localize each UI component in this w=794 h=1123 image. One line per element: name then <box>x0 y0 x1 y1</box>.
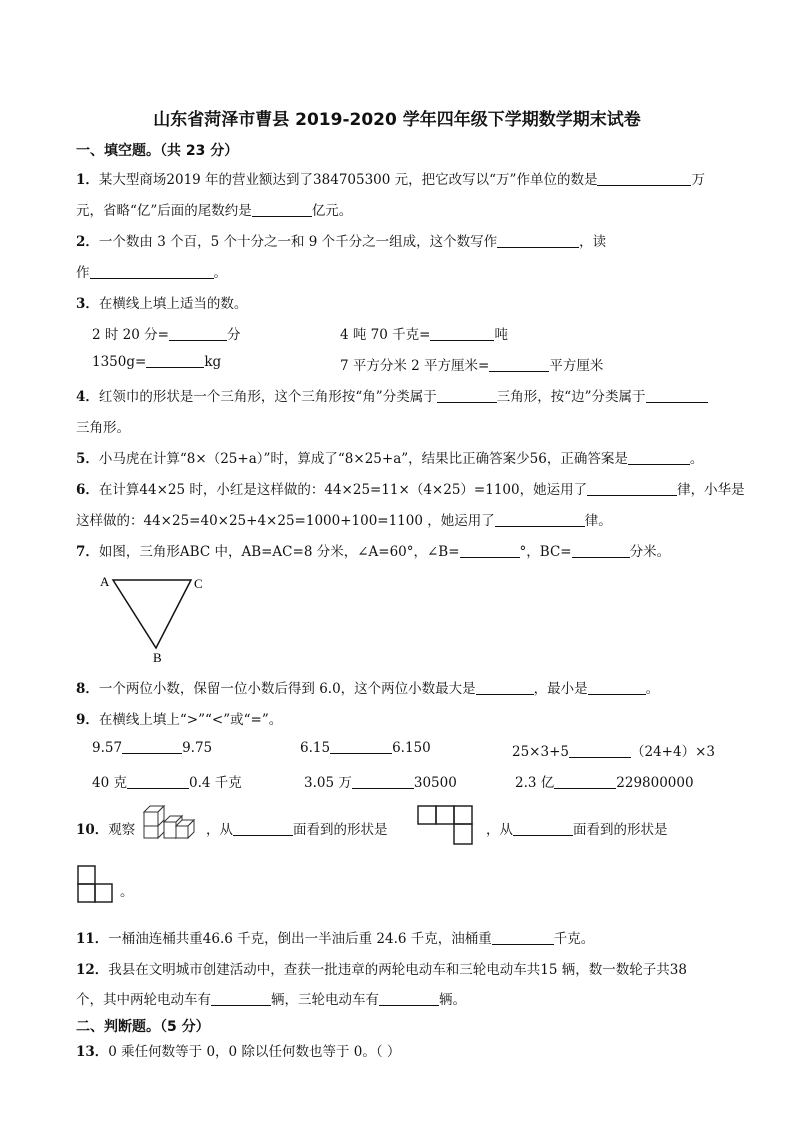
question-text: 我县在文明城市创建活动中，查获一批违章的两轮电动车和三轮电动车共15 辆，数一数轮子共38 <box>108 962 687 978</box>
answer-blank[interactable] <box>588 681 646 695</box>
view-shape-2 <box>76 864 116 906</box>
question-text: 在计算44×25 时，小红是这样做的：44×25=11×（4×25）=1100，她运用了 <box>98 482 588 498</box>
question-text: 6.15 <box>300 740 331 756</box>
view-shape-1 <box>416 804 478 848</box>
answer-blank[interactable] <box>430 327 494 341</box>
section-heading-fill-blank: 一、填空题。（共 23 分） <box>76 143 239 159</box>
question-text: 4 吨 70 千克= <box>340 327 431 343</box>
answer-blank[interactable] <box>489 358 549 372</box>
q9-row2-col2 <box>304 771 457 791</box>
q9-row2-col1 <box>92 771 242 791</box>
question-text: 三角形。 <box>76 420 130 436</box>
question-10-start <box>76 818 135 838</box>
question-number: 5． <box>76 451 99 467</box>
answer-blank[interactable] <box>476 681 534 695</box>
question-text: ，从 <box>486 822 513 838</box>
q9-row2-col3 <box>515 771 694 791</box>
question-text: 在横线上填上适当的数。 <box>98 296 248 312</box>
question-text: 小马虎在计算“8×（25+a）”时，算成了“8×25+a”，结果比正确答案少56，正确答案是 <box>98 451 628 467</box>
question-text: 某大型商场2019 年的营业额达到了384705300 元，把它改写以“万”作单位的数是 <box>98 172 598 188</box>
q9-row1-col1 <box>92 740 212 756</box>
question-text: 0.4 千克 <box>188 775 242 791</box>
question-text: 0 乘任何数等于 0，0 除以任何数也等于 0。（ ） <box>108 1044 401 1060</box>
question-10-mid <box>206 818 388 838</box>
question-text: 分米。 <box>629 544 671 560</box>
answer-blank[interactable] <box>492 931 554 945</box>
q3-row2-col1 <box>92 354 221 370</box>
question-11 <box>76 927 594 947</box>
answer-blank[interactable] <box>233 822 293 836</box>
q9-row1-col3 <box>512 740 715 760</box>
question-number: 10． <box>76 822 109 838</box>
cube-stack-figure <box>142 802 198 842</box>
question-text: 。 <box>645 681 660 697</box>
question-4-line1 <box>76 385 708 405</box>
question-text: 三角形，按“边”分类属于 <box>496 389 646 405</box>
question-number: 6． <box>76 482 99 498</box>
question-number: 7． <box>76 544 99 560</box>
answer-blank[interactable] <box>513 822 573 836</box>
question-12-line2 <box>76 988 466 1008</box>
question-5 <box>76 447 703 467</box>
q3-row2-col2 <box>340 354 603 374</box>
page-title: 山东省菏泽市曹县 2019-2020 学年四年级下学期数学期末试卷 <box>153 110 641 130</box>
answer-blank[interactable] <box>495 513 585 527</box>
question-3 <box>76 292 247 312</box>
question-12-line1 <box>76 958 687 978</box>
answer-blank[interactable] <box>628 451 690 465</box>
answer-blank[interactable] <box>90 265 214 279</box>
question-text: 作 <box>76 265 90 281</box>
question-text: 2 时 20 分= <box>92 327 169 343</box>
q9-row1-col2 <box>300 740 431 756</box>
question-text: 个，其中两轮电动车有 <box>76 992 211 1008</box>
answer-blank[interactable] <box>211 992 271 1006</box>
answer-blank[interactable] <box>569 744 631 758</box>
answer-blank[interactable] <box>127 775 189 789</box>
question-text: 律，小华是 <box>677 482 745 498</box>
question-13 <box>76 1040 400 1060</box>
question-text: 辆，三轮电动车有 <box>271 992 379 1008</box>
answer-blank[interactable] <box>460 544 520 558</box>
triangle-abc <box>113 580 191 648</box>
answer-blank[interactable] <box>554 775 616 789</box>
question-text: 7 平方分米 2 平方厘米= <box>340 358 490 374</box>
vertex-label-b: B <box>153 650 162 665</box>
answer-blank[interactable] <box>597 172 691 186</box>
question-2-line2 <box>76 261 227 281</box>
question-text: 一桶油连桶共重46.6 千克，倒出一半油后重 24.6 千克，油桶重 <box>108 931 492 947</box>
q3-row1-col2 <box>340 323 508 343</box>
question-1-line1 <box>76 168 705 188</box>
question-text: 分 <box>226 327 241 343</box>
vertex-label-a: A <box>100 574 110 589</box>
question-text: ，读 <box>579 234 607 250</box>
question-number: 11． <box>76 931 109 947</box>
triangle-figure <box>96 570 216 666</box>
answer-blank[interactable] <box>146 354 204 368</box>
question-text: 30500 <box>413 775 457 791</box>
question-number: 4． <box>76 389 99 405</box>
answer-blank[interactable] <box>587 482 677 496</box>
question-text: 。 <box>689 451 704 467</box>
question-text: （24+4）×3 <box>630 744 715 760</box>
question-7 <box>76 540 670 560</box>
q3-row1-col1 <box>92 323 240 343</box>
question-text: ，从 <box>206 822 233 838</box>
question-text: 辆。 <box>439 992 466 1008</box>
question-10-period: 。 <box>120 884 134 900</box>
question-text: 这样做的：44×25=40×25+4×25=1000+100=1100 ，她运用了 <box>76 513 495 529</box>
question-number: 12． <box>76 962 109 978</box>
answer-blank[interactable] <box>437 389 497 403</box>
question-text: 面看到的形状是 <box>573 822 668 838</box>
question-number: 9． <box>76 712 99 728</box>
question-number: 1． <box>76 172 99 188</box>
question-text: 千克。 <box>553 931 595 947</box>
answer-blank[interactable] <box>572 544 630 558</box>
question-text: 红领巾的形状是一个三角形，这个三角形按“角”分类属于 <box>98 389 437 405</box>
question-text: 9.57 <box>92 740 123 756</box>
question-text: 229800000 <box>616 775 694 791</box>
answer-blank[interactable] <box>497 234 579 248</box>
question-text: 在横线上填上“>”“<”或“=”。 <box>98 712 283 728</box>
question-number: 8． <box>76 681 99 697</box>
question-6-line1 <box>76 478 745 498</box>
question-10-end <box>486 818 668 838</box>
question-text: 观察 <box>108 822 136 838</box>
question-number: 2． <box>76 234 99 250</box>
question-6-line2 <box>76 509 612 529</box>
question-9 <box>76 708 282 728</box>
question-2-line1 <box>76 230 606 250</box>
question-text: 9.75 <box>182 740 213 756</box>
question-text: 如图，三角形ABC 中，AB=AC=8 分米，∠A=60°，∠B= <box>98 544 460 560</box>
question-text: 亿元。 <box>311 203 353 219</box>
question-text: 。 <box>213 265 227 281</box>
section-heading-judge: 二、判断题。（5 分） <box>76 1019 210 1035</box>
question-text: 万 <box>691 172 705 188</box>
question-number: 13． <box>76 1044 109 1060</box>
answer-blank[interactable] <box>352 775 414 789</box>
question-text: °，BC= <box>519 544 572 560</box>
question-text: 平方厘米 <box>549 358 604 374</box>
question-text: 3.05 万 <box>304 775 352 791</box>
question-4-line2 <box>76 416 130 436</box>
question-text: ，最小是 <box>533 681 588 697</box>
question-text: 2.3 亿 <box>515 775 555 791</box>
question-number: 3． <box>76 296 99 312</box>
question-text: 6.150 <box>392 740 431 756</box>
question-text: 律。 <box>584 513 612 529</box>
question-text: 1350g= <box>92 354 147 370</box>
question-text: kg <box>204 354 222 370</box>
question-text: 25×3+5 <box>512 744 569 760</box>
question-1-line2 <box>76 199 352 219</box>
question-text: 吨 <box>494 327 508 343</box>
question-text: 40 克 <box>92 775 127 791</box>
question-text: 元，省略“亿”后面的尾数约是 <box>76 203 252 219</box>
vertex-label-c: C <box>194 576 203 591</box>
answer-blank[interactable] <box>330 740 392 754</box>
answer-blank[interactable] <box>646 389 708 403</box>
answer-blank[interactable] <box>169 327 227 341</box>
question-8 <box>76 677 659 697</box>
answer-blank[interactable] <box>252 203 312 217</box>
answer-blank[interactable] <box>122 740 182 754</box>
question-text: 一个两位小数，保留一位小数后得到 6.0，这个两位小数最大是 <box>98 681 476 697</box>
question-text: 面看到的形状是 <box>293 822 388 838</box>
question-text: 一个数由 3 个百，5 个十分之一和 9 个千分之一组成，这个数写作 <box>98 234 498 250</box>
answer-blank[interactable] <box>379 992 439 1006</box>
